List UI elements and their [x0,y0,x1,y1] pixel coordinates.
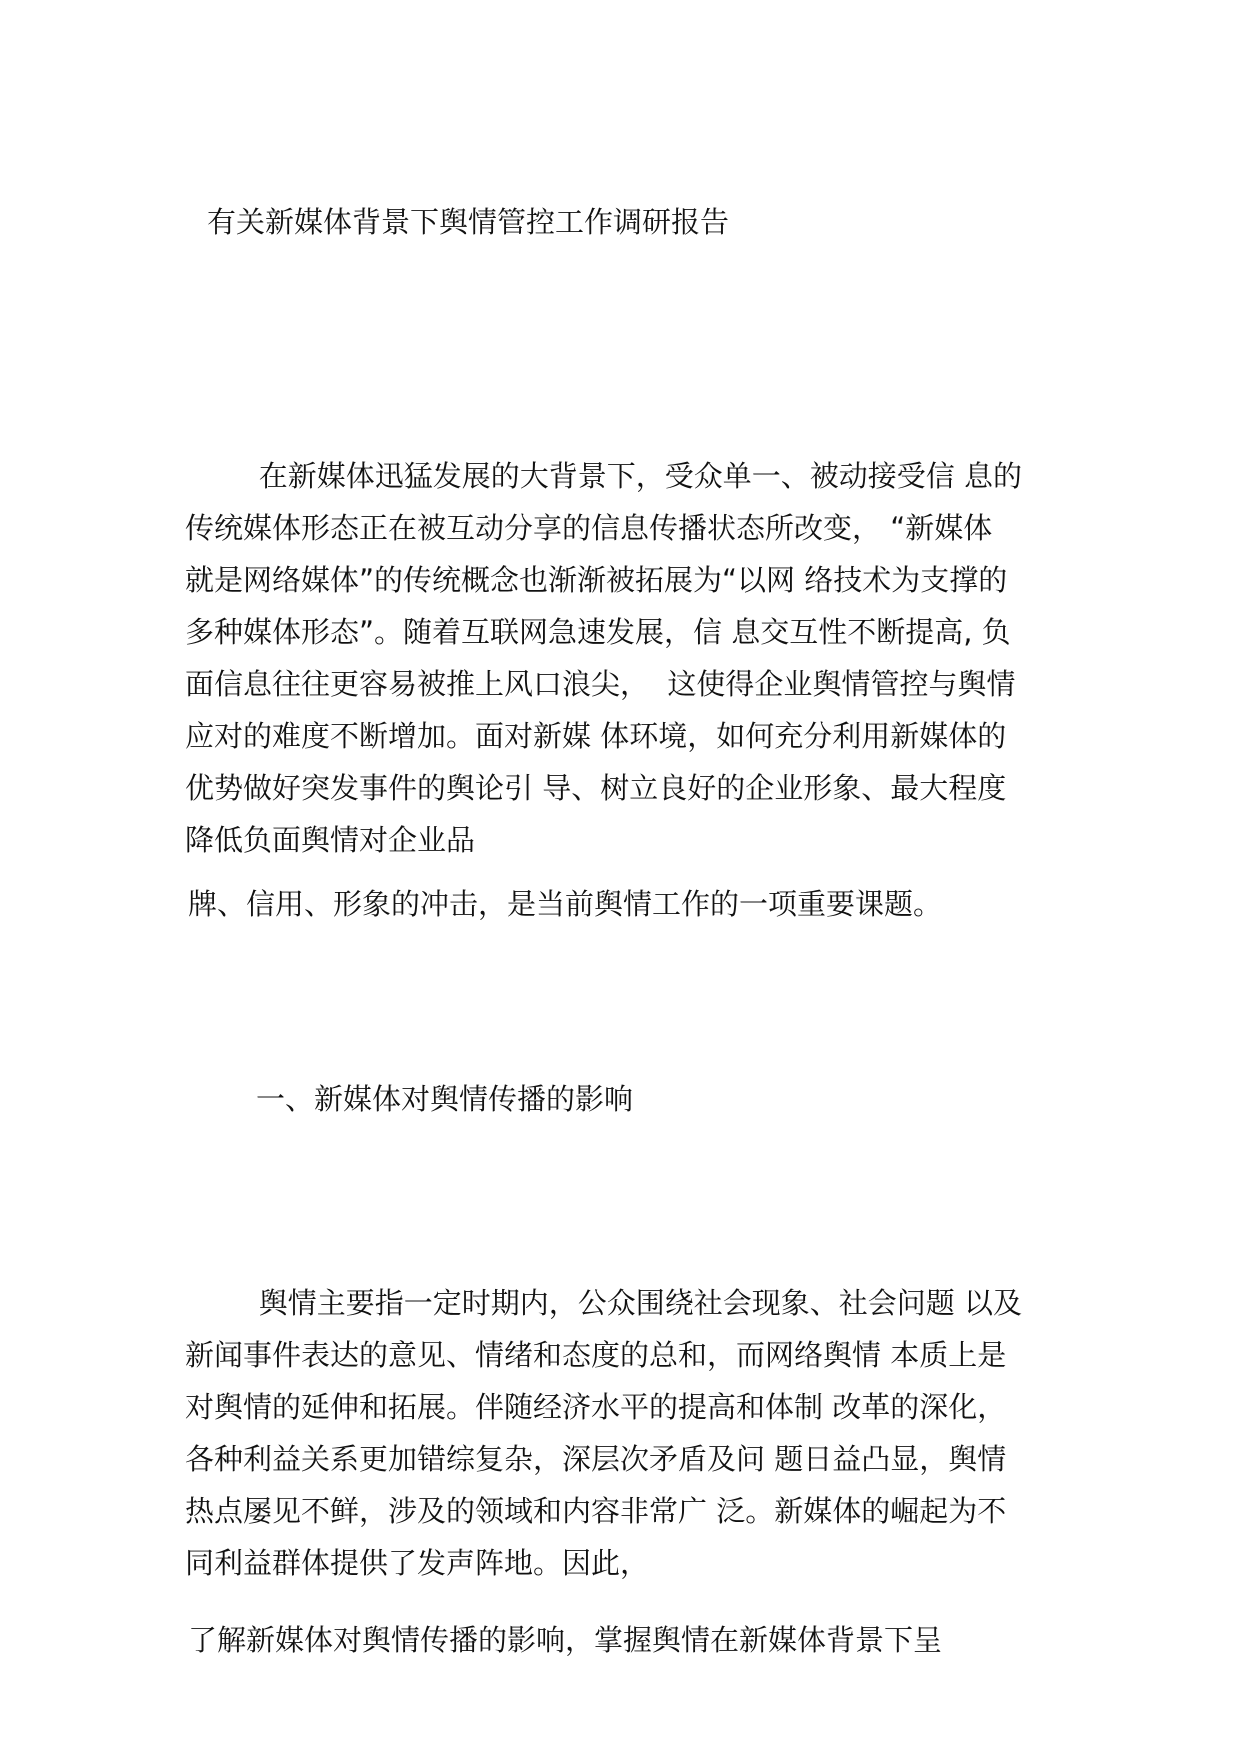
paragraph-line: 传统媒体形态正在被互动分享的信息传播状态所改变， “新媒体 [185,511,993,545]
document-title: 有关新媒体背景下舆情管控工作调研报告 [207,205,730,239]
paragraph-line: 同利益群体提供了发声阵地。因此， [185,1546,650,1580]
paragraph-line: 各种利益关系更加错综复杂，深层次矛盾及问 题日益凸显，舆情 [185,1442,1007,1476]
section-heading: 一、新媒体对舆情传播的影响 [256,1082,634,1116]
paragraph-line: 降低负面舆情对企业品 [185,823,476,857]
paragraph-line: 在新媒体迅猛发展的大背景下，受众单一、被动接受信 息的 [185,459,1022,493]
paragraph-line: 优势做好突发事件的舆论引 导、树立良好的企业形象、最大程度 [185,771,1007,805]
section1-paragraph-continuation: 了解新媒体对舆情传播的影响，掌握舆情在新媒体背景下呈 [188,1623,943,1657]
paragraph-line: 舆情主要指一定时期内，公众围绕社会现象、社会问题 以及 [185,1286,1022,1320]
paragraph-line: 应对的难度不断增加。面对新媒 体环境，如何充分利用新媒体的 [185,719,1007,753]
paragraph-line: 新闻事件表达的意见、情绪和态度的总和，而网络舆情 本质上是 [185,1338,1007,1372]
section1-paragraph [185,1277,1022,1589]
paragraph-line: 对舆情的延伸和拓展。伴随经济水平的提高和体制 改革的深化， [185,1390,1007,1424]
intro-paragraph-continuation: 牌、信用、形象的冲击，是当前舆情工作的一项重要课题。 [188,887,943,921]
paragraph-line: 热点屡见不鲜，涉及的领域和内容非常广 泛。新媒体的崛起为不 [185,1494,1007,1528]
intro-paragraph [185,450,1022,866]
paragraph-line: 就是网络媒体”的传统概念也渐渐被拓展为“以网 络技术为支撑的 [185,563,1008,597]
paragraph-line: 多种媒体形态”。随着互联网急速发展，信 息交互性不断提高, 负 [185,615,1011,649]
paragraph-line: 面信息往往更容易被推上风口浪尖， 这使得企业舆情管控与舆情 [185,667,1016,701]
